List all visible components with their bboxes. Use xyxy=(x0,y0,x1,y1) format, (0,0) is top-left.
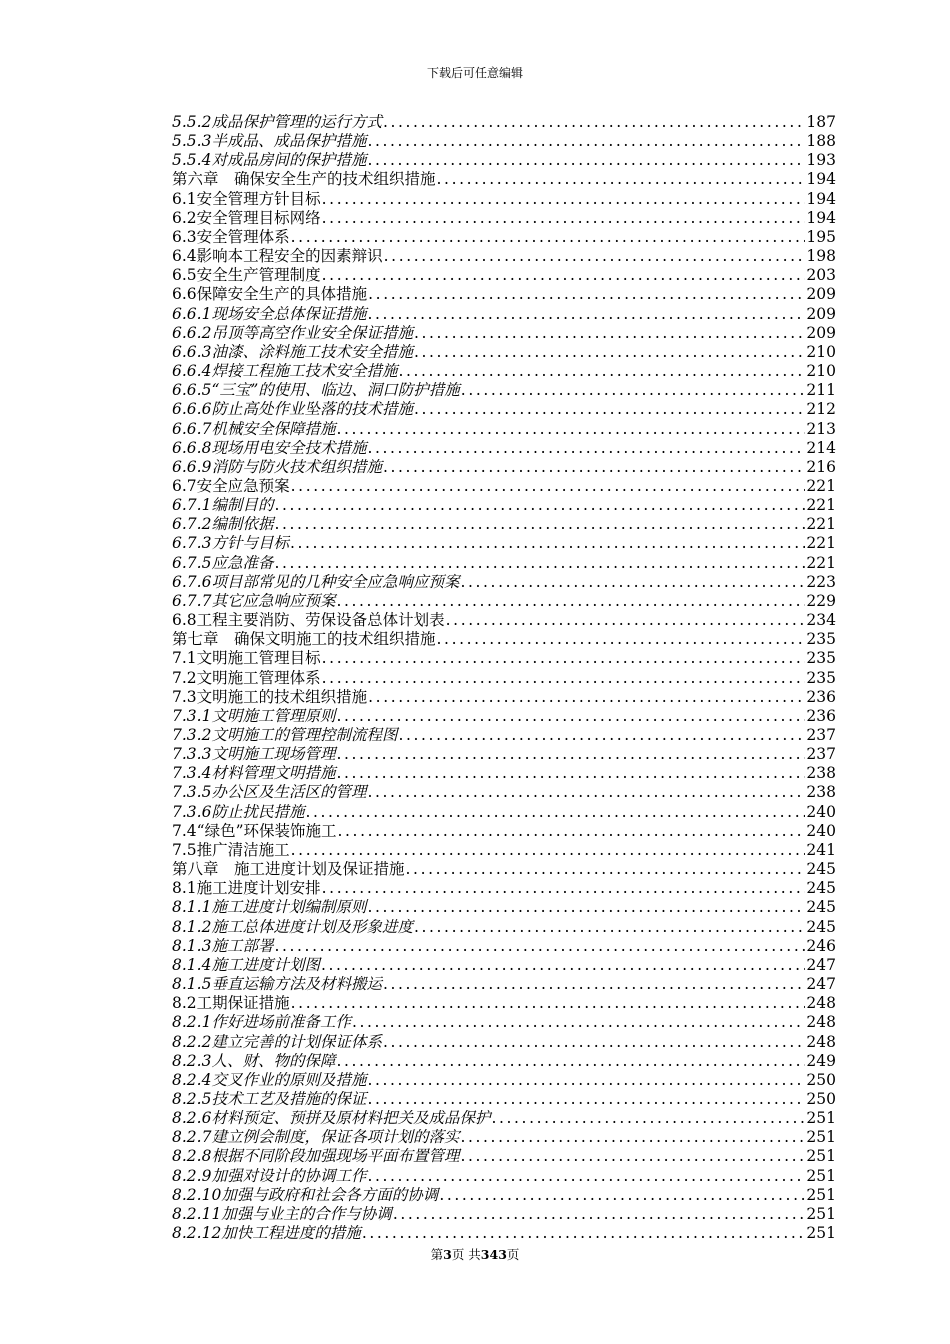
toc-entry-page-number: 251 xyxy=(806,1128,836,1147)
toc-dot-leader xyxy=(367,783,805,802)
toc-entry-label: 8.2.12加快工程进度的措施 xyxy=(172,1224,361,1243)
toc-dot-leader xyxy=(367,151,805,170)
toc-entry[interactable] xyxy=(172,266,836,285)
toc-entry[interactable] xyxy=(172,879,836,898)
toc-dot-leader xyxy=(437,630,806,649)
toc-entry[interactable] xyxy=(172,420,836,439)
toc-dot-leader xyxy=(383,975,805,994)
footer-middle: 页 共 xyxy=(451,1247,481,1262)
toc-entry-page-number: 221 xyxy=(806,515,836,534)
toc-dot-leader xyxy=(437,170,806,189)
toc-entry-label: 6.6.3油漆、涂料施工技术安全措施 xyxy=(172,342,413,361)
toc-dot-leader xyxy=(367,132,805,151)
toc-entry[interactable] xyxy=(172,975,836,994)
toc-entry-label: 8.2.2建立完善的计划保证体系 xyxy=(172,1032,382,1051)
toc-entry-page-number: 223 xyxy=(806,572,836,591)
toc-entry[interactable] xyxy=(172,803,836,822)
toc-entry-page-number: 246 xyxy=(806,936,836,955)
toc-entry-page-number: 240 xyxy=(806,802,836,821)
toc-entry-label: 8.2.11加强与业主的合作与协调 xyxy=(172,1204,392,1223)
toc-entry[interactable] xyxy=(172,841,836,860)
toc-entry-page-number: 229 xyxy=(806,591,836,610)
toc-entry-page-number: 188 xyxy=(806,132,836,151)
toc-entry[interactable] xyxy=(172,630,836,649)
toc-dot-leader xyxy=(274,554,805,573)
toc-dot-leader xyxy=(322,879,806,898)
toc-dot-leader xyxy=(446,611,806,630)
toc-entry[interactable] xyxy=(172,592,836,611)
toc-entry-page-number: 203 xyxy=(806,266,836,285)
toc-entry-label: 8.2.4交叉作业的原则及措施 xyxy=(172,1070,367,1089)
toc-entry-page-number: 249 xyxy=(806,1051,836,1070)
toc-dot-leader xyxy=(305,803,805,822)
toc-entry-label: 7.4“绿色”环保装饰施工 xyxy=(172,821,337,840)
toc-entry-label: 6.7.5应急准备 xyxy=(172,553,274,572)
toc-entry[interactable] xyxy=(172,477,836,496)
toc-entry-page-number: 247 xyxy=(806,975,836,994)
toc-entry[interactable] xyxy=(172,362,836,381)
toc-dot-leader xyxy=(460,1128,805,1147)
toc-entry[interactable] xyxy=(172,1128,836,1147)
toc-entry-label: 8.2.5技术工艺及措施的保证 xyxy=(172,1089,367,1108)
toc-dot-leader xyxy=(414,400,805,419)
toc-entry[interactable] xyxy=(172,1033,836,1052)
page-header xyxy=(0,66,950,80)
toc-dot-leader xyxy=(322,669,806,688)
toc-entry-label: 6.6.1现场安全总体保证措施 xyxy=(172,304,367,323)
toc-entry[interactable] xyxy=(172,209,836,228)
toc-entry[interactable] xyxy=(172,381,836,400)
toc-entry-label: 6.7.1编制目的 xyxy=(172,496,274,515)
toc-entry-page-number: 209 xyxy=(806,323,836,342)
toc-entry-page-number: 248 xyxy=(806,1032,836,1051)
toc-entry-page-number: 236 xyxy=(806,687,836,706)
toc-entry[interactable] xyxy=(172,707,836,726)
toc-dot-leader xyxy=(367,1167,805,1186)
toc-entry-page-number: 194 xyxy=(806,189,836,208)
toc-entry-label: 7.2文明施工管理体系 xyxy=(172,668,321,687)
toc-entry-label: 6.2安全管理目标网络 xyxy=(172,208,321,227)
toc-entry-page-number: 238 xyxy=(806,783,836,802)
toc-entry-label: 6.4影响本工程安全的因素辩识 xyxy=(172,247,383,266)
toc-entry-page-number: 245 xyxy=(806,860,836,879)
table-of-contents xyxy=(172,113,836,1243)
toc-dot-leader xyxy=(321,956,805,975)
toc-entry[interactable] xyxy=(172,726,836,745)
toc-entry-page-number: 247 xyxy=(806,955,836,974)
toc-entry-page-number: 195 xyxy=(806,227,836,246)
toc-entry-page-number: 245 xyxy=(806,879,836,898)
toc-entry-page-number: 209 xyxy=(806,304,836,323)
toc-entry[interactable] xyxy=(172,113,836,132)
toc-entry-page-number: 251 xyxy=(806,1204,836,1223)
toc-entry-label: 6.7.2编制依据 xyxy=(172,515,274,534)
toc-entry-page-number: 251 xyxy=(806,1185,836,1204)
toc-entry-label: 8.1.1施工进度计划编制原则 xyxy=(172,898,367,917)
footer-prefix: 第 xyxy=(430,1247,444,1262)
toc-entry-label: 6.7.6项目部常见的几种安全应急响应预案 xyxy=(172,572,460,591)
toc-entry-label: 6.6.9消防与防火技术组织措施 xyxy=(172,457,382,476)
toc-entry-label: 7.3.1文明施工管理原则 xyxy=(172,706,336,725)
toc-dot-leader xyxy=(367,898,805,917)
toc-dot-leader xyxy=(461,381,806,400)
toc-dot-leader xyxy=(336,420,805,439)
toc-dot-leader xyxy=(414,324,805,343)
toc-entry[interactable] xyxy=(172,669,836,688)
footer-current-page: 3 xyxy=(443,1247,452,1262)
toc-entry[interactable] xyxy=(172,764,836,783)
toc-entry-page-number: 251 xyxy=(806,1147,836,1166)
toc-entry[interactable] xyxy=(172,343,836,362)
toc-entry-label: 6.6.8现场用电安全技术措施 xyxy=(172,438,367,457)
toc-dot-leader xyxy=(368,688,805,707)
toc-dot-leader xyxy=(439,1186,805,1205)
toc-entry-label: 5.5.4对成品房间的保护措施 xyxy=(172,151,367,170)
toc-entry-page-number: 235 xyxy=(806,630,836,649)
toc-entry-label: 8.2.10加强与政府和社会各方面的协调 xyxy=(172,1185,439,1204)
toc-entry-page-number: 248 xyxy=(806,994,836,1013)
toc-entry[interactable] xyxy=(172,994,836,1013)
toc-entry[interactable] xyxy=(172,611,836,630)
toc-entry[interactable] xyxy=(172,247,836,266)
toc-dot-leader xyxy=(291,477,806,496)
toc-entry-page-number: 241 xyxy=(806,840,836,859)
toc-entry[interactable] xyxy=(172,937,836,956)
toc-entry-page-number: 236 xyxy=(806,706,836,725)
toc-entry[interactable] xyxy=(172,918,836,937)
toc-entry-label: 6.6保障安全生产的具体措施 xyxy=(172,285,368,304)
toc-entry-page-number: 234 xyxy=(806,611,836,630)
toc-dot-leader xyxy=(274,937,805,956)
toc-entry[interactable] xyxy=(172,1167,836,1186)
toc-dot-leader xyxy=(291,228,806,247)
toc-entry-page-number: 212 xyxy=(806,400,836,419)
toc-dot-leader xyxy=(362,1224,806,1243)
toc-entry-label: 6.6.4焊接工程施工技术安全措施 xyxy=(172,362,398,381)
toc-entry[interactable] xyxy=(172,400,836,419)
toc-dot-leader xyxy=(398,362,805,381)
toc-entry-page-number: 214 xyxy=(806,438,836,457)
toc-entry-label: 6.6.5“三宝”的使用、临边、洞口防护措施 xyxy=(172,381,460,400)
toc-entry-page-number: 210 xyxy=(806,342,836,361)
toc-entry-page-number: 211 xyxy=(806,381,836,400)
toc-entry[interactable] xyxy=(172,898,836,917)
toc-dot-leader xyxy=(291,994,806,1013)
toc-entry[interactable] xyxy=(172,285,836,304)
toc-entry-page-number: 194 xyxy=(806,208,836,227)
toc-entry[interactable] xyxy=(172,190,836,209)
toc-entry-page-number: 250 xyxy=(806,1089,836,1108)
toc-entry-label: 8.2.9加强对设计的协调工作 xyxy=(172,1166,367,1185)
toc-entry-page-number: 221 xyxy=(806,476,836,495)
toc-entry[interactable] xyxy=(172,1147,836,1166)
toc-entry[interactable] xyxy=(172,324,836,343)
toc-entry[interactable] xyxy=(172,1205,836,1224)
toc-entry[interactable] xyxy=(172,515,836,534)
toc-entry-label: 6.7.3方针与目标 xyxy=(172,534,289,553)
toc-entry-label: 6.5安全生产管理制度 xyxy=(172,266,321,285)
footer-total-pages: 343 xyxy=(480,1247,507,1262)
toc-entry[interactable] xyxy=(172,860,836,879)
toc-dot-leader xyxy=(336,764,805,783)
toc-entry-page-number: 245 xyxy=(806,898,836,917)
toc-entry[interactable] xyxy=(172,458,836,477)
toc-entry[interactable] xyxy=(172,496,836,515)
toc-entry-page-number: 221 xyxy=(806,534,836,553)
toc-dot-leader xyxy=(322,190,806,209)
toc-entry-label: 8.1.5垂直运输方法及材料搬运 xyxy=(172,975,382,994)
toc-entry[interactable] xyxy=(172,649,836,668)
toc-entry-page-number: 210 xyxy=(806,362,836,381)
toc-dot-leader xyxy=(336,707,805,726)
toc-dot-leader xyxy=(336,1052,805,1071)
toc-entry-page-number: 250 xyxy=(806,1070,836,1089)
toc-entry[interactable] xyxy=(172,1186,836,1205)
toc-entry[interactable] xyxy=(172,554,836,573)
toc-entry-page-number: 235 xyxy=(806,649,836,668)
toc-entry[interactable] xyxy=(172,688,836,707)
toc-dot-leader xyxy=(367,305,805,324)
toc-dot-leader xyxy=(491,1109,805,1128)
toc-dot-leader xyxy=(383,1033,805,1052)
header-text: 下载后可任意编辑 xyxy=(426,66,523,80)
toc-entry-label: 第八章 施工进度计划及保证措施 xyxy=(172,860,405,879)
page-footer xyxy=(0,1248,950,1262)
toc-dot-leader xyxy=(460,573,805,592)
toc-entry[interactable] xyxy=(172,439,836,458)
toc-entry[interactable] xyxy=(172,1109,836,1128)
toc-entry-page-number: 251 xyxy=(806,1224,836,1243)
toc-dot-leader xyxy=(274,496,805,515)
toc-dot-leader xyxy=(336,745,805,764)
toc-dot-leader xyxy=(383,113,805,132)
toc-entry[interactable] xyxy=(172,1071,836,1090)
toc-dot-leader xyxy=(414,343,805,362)
toc-entry-page-number: 216 xyxy=(806,457,836,476)
toc-entry-label: 6.3安全管理体系 xyxy=(172,227,290,246)
toc-entry-label: 7.3.3文明施工现场管理 xyxy=(172,745,336,764)
toc-entry-label: 7.3.6防止扰民措施 xyxy=(172,802,305,821)
toc-dot-leader xyxy=(291,841,806,860)
toc-dot-leader xyxy=(460,1147,805,1166)
toc-entry[interactable] xyxy=(172,573,836,592)
toc-dot-leader xyxy=(290,534,805,553)
toc-entry-label: 7.5推广清洁施工 xyxy=(172,840,290,859)
toc-entry[interactable] xyxy=(172,1090,836,1109)
toc-dot-leader xyxy=(352,1013,805,1032)
toc-entry[interactable] xyxy=(172,822,836,841)
toc-entry-label: 第六章 确保安全生产的技术组织措施 xyxy=(172,170,436,189)
toc-entry[interactable] xyxy=(172,132,836,151)
toc-entry-label: 6.6.6防止高处作业坠落的技术措施 xyxy=(172,400,413,419)
toc-entry-label: 7.3.5办公区及生活区的管理 xyxy=(172,783,367,802)
toc-entry-label: 8.1.4施工进度计划图 xyxy=(172,955,320,974)
toc-entry-page-number: 251 xyxy=(806,1166,836,1185)
toc-entry-page-number: 187 xyxy=(806,113,836,131)
toc-entry-label: 8.1.3施工部署 xyxy=(172,936,274,955)
toc-dot-leader xyxy=(322,649,806,668)
toc-entry-label: 7.1文明施工管理目标 xyxy=(172,649,321,668)
toc-entry[interactable] xyxy=(172,1224,836,1243)
toc-dot-leader xyxy=(414,918,805,937)
toc-dot-leader xyxy=(338,822,806,841)
toc-entry[interactable] xyxy=(172,745,836,764)
toc-dot-leader xyxy=(322,209,806,228)
toc-entry[interactable] xyxy=(172,151,836,170)
toc-dot-leader xyxy=(383,458,805,477)
toc-entry[interactable] xyxy=(172,534,836,553)
toc-dot-leader xyxy=(322,266,806,285)
toc-entry-page-number: 235 xyxy=(806,668,836,687)
toc-dot-leader xyxy=(384,247,806,266)
toc-entry-page-number: 237 xyxy=(806,726,836,744)
toc-entry-page-number: 240 xyxy=(806,821,836,840)
toc-entry-label: 第七章 确保文明施工的技术组织措施 xyxy=(172,630,436,649)
toc-entry-label: 8.2.7建立例会制度，保证各项计划的落实 xyxy=(172,1128,460,1147)
toc-entry[interactable] xyxy=(172,170,836,189)
toc-dot-leader xyxy=(398,726,805,745)
toc-entry-label: 7.3.2文明施工的管理控制流程图 xyxy=(172,726,398,744)
toc-entry-page-number: 221 xyxy=(806,496,836,515)
toc-entry-page-number: 209 xyxy=(806,285,836,304)
toc-entry-label: 6.7.7其它应急响应预案 xyxy=(172,591,336,610)
toc-entry[interactable] xyxy=(172,228,836,247)
toc-entry-label: 5.5.3半成品、成品保护措施 xyxy=(172,132,367,151)
toc-dot-leader xyxy=(393,1205,806,1224)
toc-entry[interactable] xyxy=(172,1013,836,1032)
toc-entry-label: 8.1.2施工总体进度计划及形象进度 xyxy=(172,917,413,936)
toc-entry[interactable] xyxy=(172,956,836,975)
toc-entry[interactable] xyxy=(172,1052,836,1071)
toc-entry-page-number: 238 xyxy=(806,764,836,783)
toc-entry-page-number: 213 xyxy=(806,419,836,438)
toc-entry-label: 7.3.4材料管理文明措施 xyxy=(172,764,336,783)
toc-entry-page-number: 237 xyxy=(806,745,836,764)
toc-dot-leader xyxy=(367,1071,805,1090)
toc-entry-page-number: 251 xyxy=(806,1109,836,1128)
toc-entry-label: 6.6.7机械安全保障措施 xyxy=(172,419,336,438)
toc-entry-label: 8.2.6材料预定、预拼及原材料把关及成品保护 xyxy=(172,1109,491,1128)
toc-entry[interactable] xyxy=(172,783,836,802)
footer-suffix: 页 xyxy=(506,1247,520,1262)
toc-entry-page-number: 194 xyxy=(806,170,836,189)
toc-entry-label: 6.1安全管理方针目标 xyxy=(172,189,321,208)
toc-entry-label: 6.6.2吊顶等高空作业安全保证措施 xyxy=(172,323,413,342)
toc-dot-leader xyxy=(406,860,806,879)
toc-dot-leader xyxy=(367,1090,805,1109)
toc-entry-label: 5.5.2成品保护管理的运行方式 xyxy=(172,113,382,131)
toc-entry-page-number: 193 xyxy=(806,151,836,170)
toc-dot-leader xyxy=(368,285,805,304)
toc-entry-label: 8.2.1作好进场前准备工作 xyxy=(172,1013,351,1032)
toc-entry-label: 6.8工程主要消防、劳保设备总体计划表 xyxy=(172,611,445,630)
toc-dot-leader xyxy=(367,439,805,458)
toc-entry-label: 6.7安全应急预案 xyxy=(172,476,290,495)
toc-dot-leader xyxy=(274,515,805,534)
toc-entry[interactable] xyxy=(172,305,836,324)
toc-dot-leader xyxy=(336,592,805,611)
toc-entry-page-number: 245 xyxy=(806,917,836,936)
toc-entry-page-number: 221 xyxy=(806,553,836,572)
toc-entry-label: 8.1施工进度计划安排 xyxy=(172,879,321,898)
toc-entry-page-number: 198 xyxy=(806,247,836,266)
toc-entry-label: 8.2工期保证措施 xyxy=(172,994,290,1013)
toc-entry-label: 8.2.3人、财、物的保障 xyxy=(172,1051,336,1070)
toc-entry-label: 7.3文明施工的技术组织措施 xyxy=(172,687,368,706)
toc-entry-page-number: 248 xyxy=(806,1013,836,1032)
toc-entry-label: 8.2.8根据不同阶段加强现场平面布置管理 xyxy=(172,1147,460,1166)
